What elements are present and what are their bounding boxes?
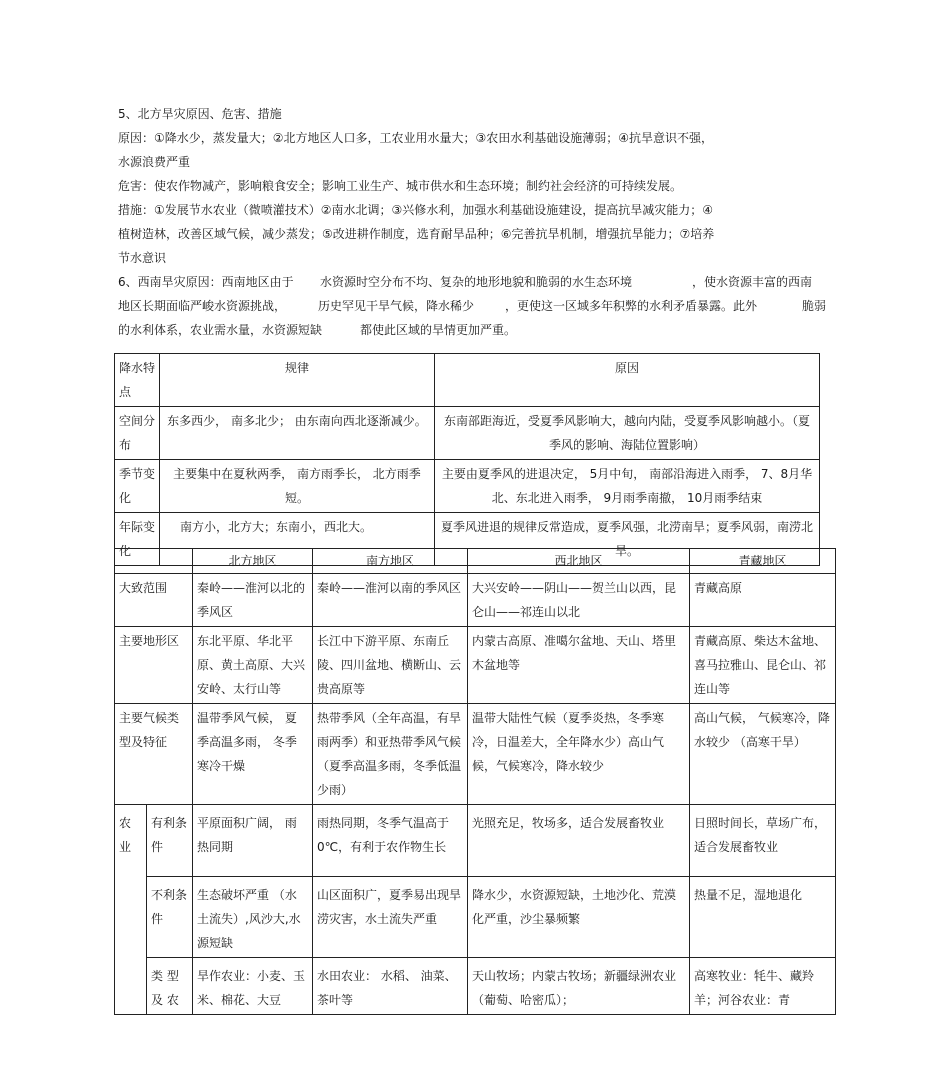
section6-l2b: 历史罕见干旱气候，降水稀少 [318, 299, 475, 313]
section6-l1a: 6、西南旱灾原因：西南地区由于 [118, 275, 294, 289]
range-qinghai-tibet: 青藏高原 [690, 574, 836, 627]
types-south: 水田农业： 水稻、 油菜、茶叶等 [313, 958, 468, 1015]
row-label-spatial: 空间分布 [115, 407, 160, 460]
unfavorable-south: 山区面积广，夏季易出现旱涝灾害，水土流失严重 [313, 877, 468, 958]
climate-qinghai-tibet: 高山气候， 气候寒冷，降水较少 （高寒干旱） [690, 704, 836, 805]
favorable-north: 平原面积广阔， 雨热同期 [193, 805, 313, 877]
terrain-south: 长江中下游平原、东南丘陵、四川盆地、横断山、云贵高原等 [313, 627, 468, 704]
section6-l3b: 都使此区域的旱情更加严重。 [360, 323, 517, 337]
section6-l2d: 脆弱 [802, 299, 827, 313]
section6-l1c: ，使水资源丰富的西南 [692, 275, 813, 289]
range-north: 秦岭——淮河以北的季风区 [193, 574, 313, 627]
header-qinghai-tibet: 青藏地区 [690, 549, 836, 574]
header-precip-feature: 降水特点 [115, 354, 160, 407]
types-north: 旱作农业：小麦、玉米、棉花、大豆 [193, 958, 313, 1015]
row-label-unfavorable: 不利条件 [147, 877, 193, 958]
climate-south: 热带季风（全年高温，有旱雨两季）和亚热带季风气候（夏季高温多雨，冬季低温少雨） [313, 704, 468, 805]
spatial-rule: 东多西少， 南多北少； 由东南向西北逐渐减少。 [160, 407, 435, 460]
row-label-seasonal: 季节变化 [115, 460, 160, 513]
section6-l2a: 地区长期面临严峻水资源挑战， [118, 299, 287, 313]
favorable-south: 雨热同期，冬季气温高于 0℃，有利于农作物生长 [313, 805, 468, 877]
terrain-northwest: 内蒙古高原、准噶尔盆地、天山、塔里木盆地等 [468, 627, 690, 704]
terrain-north: 东北平原、华北平原、黄土高原、大兴安岭、太行山等 [193, 627, 313, 704]
precipitation-table [114, 353, 820, 566]
section5-cause-line2: 水源浪费严重 [118, 155, 191, 169]
range-northwest: 大兴安岭——阴山——贺兰山以西，昆仑山——祁连山以北 [468, 574, 690, 627]
row-label-interannual: 年际变化 [115, 513, 160, 566]
header-northwest: 西北地区 [468, 549, 690, 574]
section5-cause-line1: 原因：①降水少，蒸发量大；②北方地区人口多，工农业用水量大；③农田水利基础设施薄弱；④抗旱意识不强， [118, 131, 714, 145]
regions-table [114, 548, 836, 1015]
seasonal-reason: 主要由夏季风的进退决定， 5月中旬， 南部沿海进入雨季， 7、8月华北、东北进入雨季， 9月雨季南撤， 10月雨季结束 [435, 460, 820, 513]
header-reason: 原因 [435, 354, 820, 407]
types-northwest: 天山牧场；内蒙古牧场；新疆绿洲农业（葡萄、哈密瓜）； [468, 958, 690, 1015]
header-south: 南方地区 [313, 549, 468, 574]
spatial-reason: 东南部距海近，受夏季风影响大，越向内陆，受夏季风影响越小。（夏季风的影响、海陆位置影响） [435, 407, 820, 460]
section5-harm: 危害：使农作物减产，影响粮食安全；影响工业生产、城市供水和生态环境；制约社会经济的可持续发展。 [118, 179, 683, 193]
seasonal-rule: 主要集中在夏秋两季， 南方雨季长， 北方雨季短。 [160, 460, 435, 513]
row-label-agriculture: 农业 [115, 805, 147, 1015]
favorable-northwest: 光照充足，牧场多，适合发展畜牧业 [468, 805, 690, 877]
unfavorable-north: 生态破坏严重 （水土流失）,风沙大,水源短缺 [193, 877, 313, 958]
header-north: 北方地区 [193, 549, 313, 574]
interannual-rule: 南方小，北方大；东南小，西北大。 [160, 513, 435, 566]
row-label-types: 类 型 及 农 [147, 958, 193, 1015]
unfavorable-northwest: 降水少，水资源短缺，土地沙化、荒漠化严重，沙尘暴频繁 [468, 877, 690, 958]
section6-l3a: 的水利体系，农业需水量，水资源短缺 [118, 323, 323, 337]
section5-measure-line3: 节水意识 [118, 251, 167, 265]
section6-l2c: ，更使这一区域多年积弊的水利矛盾暴露。此外 [505, 299, 758, 313]
header-rule: 规律 [160, 354, 435, 407]
types-qinghai-tibet: 高寒牧业：牦牛、藏羚羊；河谷农业：青 [690, 958, 836, 1015]
section6-l1b: 水资源时空分布不均、复杂的地形地貌和脆弱的水生态环境 [320, 275, 633, 289]
row-label-range: 大致范围 [115, 574, 193, 627]
range-south: 秦岭——淮河以南的季风区 [313, 574, 468, 627]
section5-title: 5、北方旱灾原因、危害、措施 [118, 107, 282, 121]
terrain-qinghai-tibet: 青藏高原、柴达木盆地、喜马拉雅山、昆仑山、祁连山等 [690, 627, 836, 704]
climate-north: 温带季风气候， 夏季高温多雨， 冬季寒冷干燥 [193, 704, 313, 805]
row-label-terrain: 主要地形区 [115, 627, 193, 704]
section5-measure-line2: 植树造林，改善区域气候，减少蒸发；⑤改进耕作制度，选育耐旱品种；⑥完善抗旱机制，增强抗旱能力；⑦培养 [118, 227, 715, 241]
unfavorable-qinghai-tibet: 热量不足，湿地退化 [690, 877, 836, 958]
header-blank [115, 549, 193, 574]
row-label-favorable: 有利条件 [147, 805, 193, 877]
interannual-reason: 夏季风进退的规律反常造成，夏季风强，北涝南旱；夏季风弱，南涝北旱。 [435, 513, 820, 566]
favorable-qinghai-tibet: 日照时间长，草场广布，适合发展畜牧业 [690, 805, 836, 877]
climate-northwest: 温带大陆性气候（夏季炎热，冬季寒冷，日温差大，全年降水少）高山气候，气候寒冷，降水较少 [468, 704, 690, 805]
row-label-climate: 主要气候类型及特征 [115, 704, 193, 805]
section5-measure-line1: 措施：①发展节水农业（微喷灌技术）②南水北调；③兴修水利，加强水利基础设施建设，提高抗旱减灾能力；④ [118, 203, 714, 217]
